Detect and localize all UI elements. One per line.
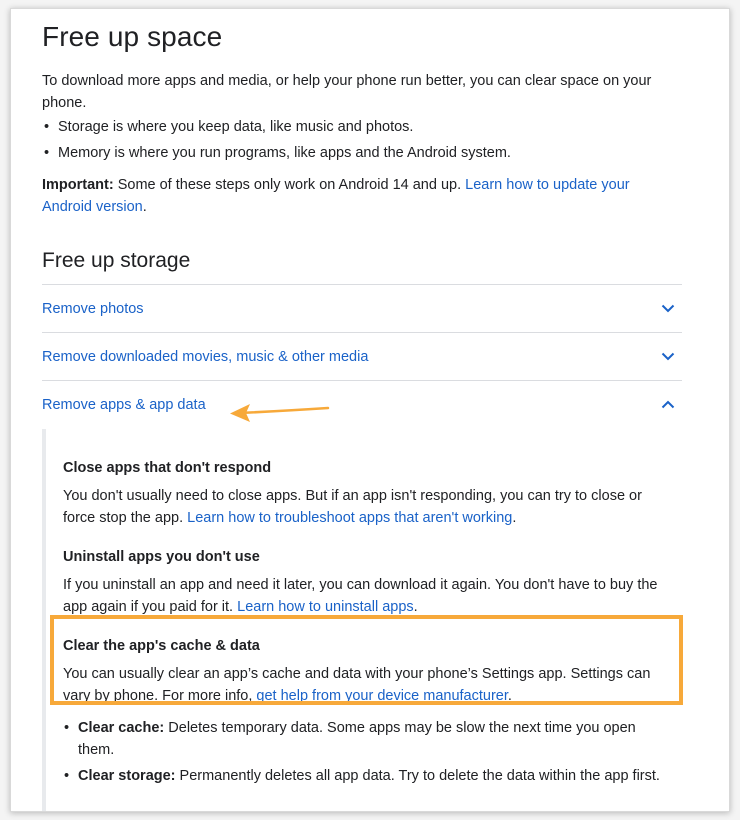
important-text: Some of these steps only work on Android 14 and up. bbox=[113, 177, 466, 193]
uninstall-apps-end: . bbox=[413, 599, 418, 615]
troubleshoot-apps-link[interactable]: Learn how to troubleshoot apps that aren't working bbox=[187, 510, 513, 526]
bullet-memory: • Memory is where you run programs, like apps and the Android system. bbox=[42, 142, 682, 164]
important-end: . bbox=[142, 199, 147, 215]
clear-cache-end: . bbox=[507, 688, 512, 704]
page-title: Free up space bbox=[42, 21, 223, 52]
close-apps-title: Close apps that don't respond bbox=[63, 460, 272, 476]
update-android-link[interactable]: Learn how to update your Android version bbox=[42, 177, 630, 215]
intro-paragraph: To download more apps and media, or help your phone run better, you can clear space on your phone. bbox=[42, 73, 652, 111]
accordion-label: Remove photos bbox=[42, 300, 144, 317]
clear-cache-text bbox=[63, 663, 673, 707]
clear-storage-desc: Permanently deletes all app data. Try to delete the data within the app first. bbox=[175, 768, 660, 784]
close-apps-section bbox=[63, 457, 673, 529]
accordion-label: Remove apps & app data bbox=[42, 396, 206, 413]
uninstall-apps-title: Uninstall apps you don't use bbox=[63, 549, 260, 565]
clear-cache-label: Clear cache: bbox=[78, 720, 165, 736]
chevron-up-icon bbox=[656, 393, 680, 417]
section-title: Free up storage bbox=[42, 249, 191, 272]
uninstall-apps-body: If you uninstall an app and need it later, you can download it again. You don't have to buy the app again if you paid for it. bbox=[63, 577, 658, 615]
important-note bbox=[42, 174, 682, 218]
list-item-clear-storage bbox=[64, 765, 674, 787]
accordion-label: Remove downloaded movies, music & other media bbox=[42, 348, 369, 365]
help-article-page bbox=[10, 8, 730, 812]
list-item-clear-cache bbox=[64, 717, 674, 761]
clear-cache-desc: Deletes temporary data. Some apps may be slow the next time you open them. bbox=[78, 720, 636, 758]
chevron-down-icon bbox=[656, 297, 680, 321]
clear-cache-title: Clear the app's cache & data bbox=[63, 638, 260, 654]
uninstall-apps-text bbox=[63, 574, 673, 618]
close-apps-end: . bbox=[512, 510, 517, 526]
accordion-panel-remove-apps bbox=[42, 429, 682, 812]
accordion-remove-media[interactable] bbox=[42, 332, 682, 380]
uninstall-apps-link[interactable]: Learn how to uninstall apps bbox=[237, 599, 414, 615]
close-apps-body: You don't usually need to close apps. But if an app isn't responding, you can try to close or force stop the app. bbox=[63, 488, 642, 526]
clear-cache-body: You can usually clear an app’s cache and data with your phone’s Settings app. Settings can vary by phone. For more info, bbox=[63, 666, 651, 704]
bullet-storage: • Storage is where you keep data, like music and photos. bbox=[42, 116, 682, 138]
accordion-remove-apps[interactable] bbox=[42, 380, 682, 428]
chevron-down-icon bbox=[656, 345, 680, 369]
uninstall-apps-section bbox=[63, 546, 673, 618]
clear-storage-label: Clear storage: bbox=[78, 768, 176, 784]
accordion-remove-photos[interactable] bbox=[42, 284, 682, 332]
clear-cache-section bbox=[63, 635, 673, 707]
important-label: Important: bbox=[42, 177, 114, 193]
device-manufacturer-link[interactable]: get help from your device manufacturer bbox=[256, 688, 508, 704]
close-apps-text bbox=[63, 485, 673, 529]
